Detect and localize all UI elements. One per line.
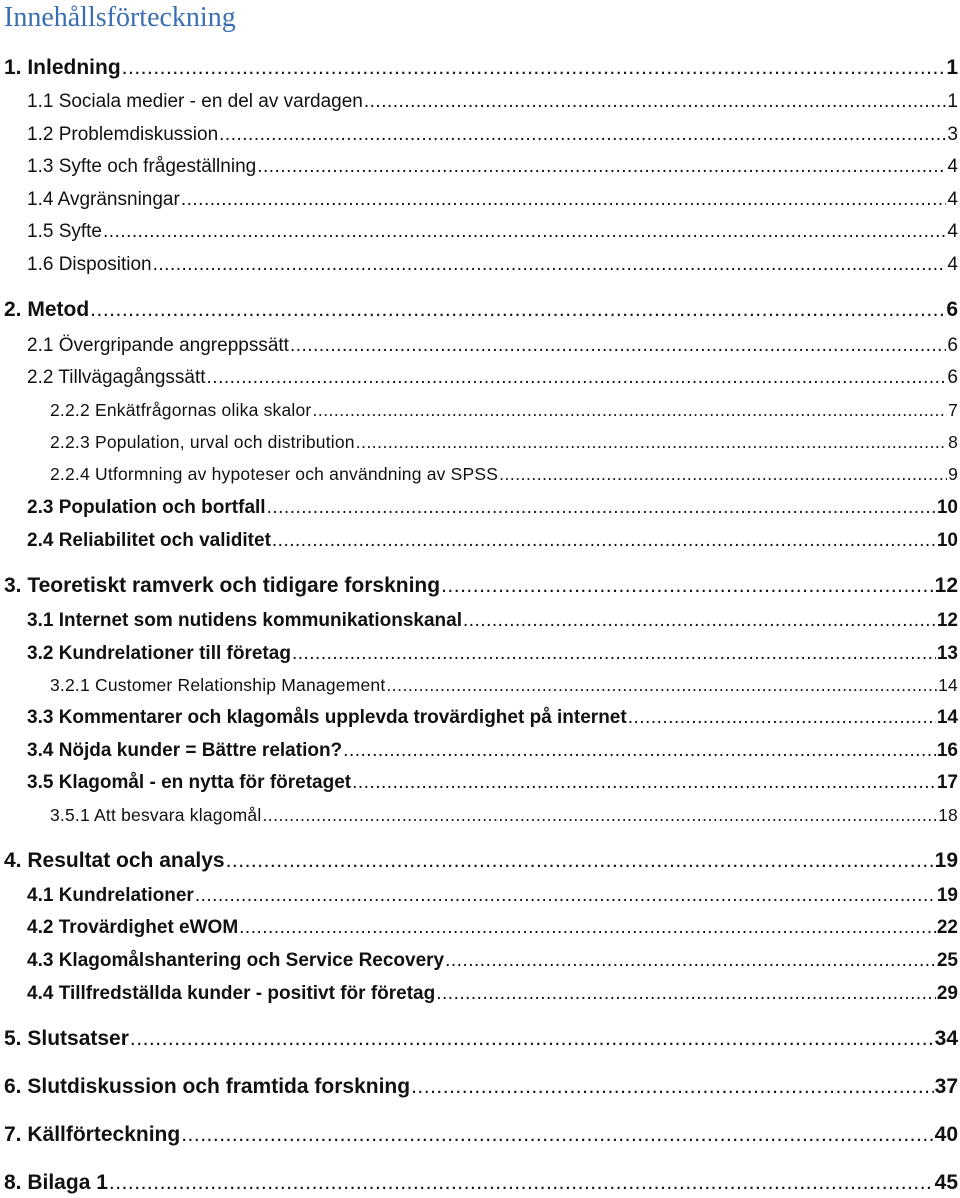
toc-entry-title: 3.2.1 Customer Relationship Management bbox=[50, 675, 386, 695]
toc-entry-title: 5. Slutsatser bbox=[4, 1027, 129, 1050]
toc-entry-title: 2.2 Tillvägagångssätt bbox=[27, 367, 206, 388]
toc-entry-page: 1 bbox=[947, 91, 958, 112]
toc-entry-page: 9 bbox=[948, 464, 958, 484]
toc-entry-page: 4 bbox=[947, 156, 958, 177]
toc-entry-page: 34 bbox=[934, 1027, 958, 1050]
toc-dot-leader bbox=[356, 432, 947, 453]
toc-entry-page: 12 bbox=[934, 574, 958, 597]
toc-entry-3-5[interactable] bbox=[27, 772, 958, 794]
toc-entry-1-5[interactable] bbox=[27, 221, 958, 243]
toc-entry-4[interactable] bbox=[4, 849, 958, 873]
toc-entry-1-6[interactable] bbox=[27, 254, 958, 276]
toc-entry-3-3[interactable] bbox=[27, 707, 958, 729]
toc-entry-title: 4.3 Klagomålshantering och Service Recovery bbox=[27, 950, 445, 971]
toc-entry-page: 4 bbox=[947, 189, 958, 210]
toc-entry-title: 2.3 Population och bortfall bbox=[27, 497, 266, 518]
toc-dot-leader bbox=[343, 740, 936, 762]
toc-entry-title: 3.5 Klagomål - en nytta för företaget bbox=[27, 772, 352, 793]
toc-dot-leader bbox=[267, 497, 936, 519]
toc-entry-2[interactable] bbox=[4, 298, 958, 322]
toc-entry-2-2-2[interactable] bbox=[50, 400, 958, 421]
toc-dot-leader bbox=[292, 643, 936, 665]
toc-dot-leader bbox=[109, 1171, 934, 1195]
toc-entry-4-4[interactable] bbox=[27, 983, 958, 1005]
toc-entry-title: 2.2.4 Utformning av hypoteser och användning av SPSS bbox=[50, 464, 499, 484]
toc-entry-page: 18 bbox=[938, 805, 958, 825]
toc-dot-leader bbox=[103, 221, 946, 243]
toc-entry-1-1[interactable] bbox=[27, 91, 958, 113]
toc-entry-title: 3.1 Internet som nutidens kommunikationskanal bbox=[27, 610, 462, 631]
toc-entry-title: 1.2 Problemdiskussion bbox=[27, 124, 219, 145]
toc-entry-title: 3.4 Nöjda kunder = Bättre relation? bbox=[27, 740, 343, 761]
toc-entry-4-1[interactable] bbox=[27, 885, 958, 907]
toc-entry-2-2-4[interactable] bbox=[50, 464, 958, 485]
toc-entry-2-2[interactable] bbox=[27, 367, 958, 389]
toc-entry-3-2-1[interactable] bbox=[50, 675, 958, 696]
toc-dot-leader bbox=[499, 464, 947, 485]
toc-entry-title: 3.3 Kommentarer och klagomåls upplevda trovärdighet på internet bbox=[27, 707, 627, 728]
toc-entry-6[interactable] bbox=[4, 1075, 958, 1099]
toc-dot-leader bbox=[386, 675, 937, 696]
toc-dot-leader bbox=[364, 91, 947, 113]
toc-dot-leader bbox=[90, 298, 945, 322]
toc-entry-page: 14 bbox=[936, 707, 958, 728]
toc-entry-page: 14 bbox=[938, 675, 958, 695]
toc-entry-title: 4. Resultat och analys bbox=[4, 849, 225, 872]
toc-dot-leader bbox=[436, 983, 936, 1005]
toc-entry-page: 4 bbox=[947, 254, 958, 275]
toc-dot-leader bbox=[441, 574, 934, 598]
toc-entry-3-4[interactable] bbox=[27, 740, 958, 762]
toc-entry-page: 19 bbox=[936, 885, 958, 906]
toc-entry-title: 1.3 Syfte och frågeställning bbox=[27, 156, 257, 177]
toc-entry-title: 3. Teoretiskt ramverk och tidigare forskning bbox=[4, 574, 441, 597]
toc-entry-4-3[interactable] bbox=[27, 950, 958, 972]
toc-entry-5[interactable] bbox=[4, 1027, 958, 1051]
toc-entry-title: 8. Bilaga 1 bbox=[4, 1171, 108, 1194]
toc-entry-title: 3.2 Kundrelationer till företag bbox=[27, 643, 291, 664]
toc-entry-page: 6 bbox=[947, 335, 958, 356]
toc-entry-page: 19 bbox=[934, 849, 958, 872]
toc-entry-2-1[interactable] bbox=[27, 335, 958, 357]
toc-dot-leader bbox=[262, 805, 937, 826]
toc-entry-2-2-3[interactable] bbox=[50, 432, 958, 453]
toc-entry-page: 17 bbox=[936, 772, 958, 793]
toc-dot-leader bbox=[257, 156, 946, 178]
toc-entry-title: 6. Slutdiskussion och framtida forskning bbox=[4, 1075, 411, 1098]
toc-entry-title: 1.4 Avgränsningar bbox=[27, 189, 180, 210]
toc-entry-title: 1.1 Sociala medier - en del av vardagen bbox=[27, 91, 363, 112]
toc-entry-page: 6 bbox=[947, 367, 958, 388]
toc-entry-page: 8 bbox=[948, 432, 958, 452]
toc-dot-leader bbox=[122, 56, 946, 80]
toc-dot-leader bbox=[312, 400, 947, 421]
toc-entry-1-2[interactable] bbox=[27, 124, 958, 146]
toc-entry-8[interactable] bbox=[4, 1171, 958, 1195]
toc-entry-title: 1. Inledning bbox=[4, 56, 121, 79]
toc-dot-leader bbox=[219, 124, 946, 146]
toc-entry-page: 13 bbox=[936, 643, 958, 664]
toc-entry-7[interactable] bbox=[4, 1123, 958, 1147]
toc-entry-title: 2.1 Övergripande angreppssätt bbox=[27, 335, 289, 356]
toc-dot-leader bbox=[463, 610, 936, 632]
toc-entry-title: 1.6 Disposition bbox=[27, 254, 152, 275]
toc-dot-leader bbox=[411, 1075, 934, 1099]
toc-dot-leader bbox=[290, 335, 946, 357]
toc-entry-3-2[interactable] bbox=[27, 643, 958, 665]
toc-dot-leader bbox=[195, 885, 936, 907]
toc-entry-page: 12 bbox=[936, 610, 958, 631]
toc-entry-title: 7. Källförteckning bbox=[4, 1123, 181, 1146]
toc-entry-title: 4.2 Trovärdighet eWOM bbox=[27, 917, 239, 938]
toc-entry-2-3[interactable] bbox=[27, 497, 958, 519]
toc-entry-title: 2.2.3 Population, urval och distribution bbox=[50, 432, 355, 452]
toc-entry-1-4[interactable] bbox=[27, 189, 958, 211]
toc-entry-page: 10 bbox=[936, 530, 958, 551]
toc-entry-title: 2.2.2 Enkätfrågornas olika skalor bbox=[50, 400, 312, 420]
toc-entry-page: 7 bbox=[948, 400, 958, 420]
toc-entry-page: 25 bbox=[936, 950, 958, 971]
toc-entry-page: 6 bbox=[946, 298, 958, 321]
toc-dot-leader bbox=[181, 189, 947, 211]
toc-entry-page: 29 bbox=[936, 983, 958, 1004]
toc-entry-page: 1 bbox=[946, 56, 958, 79]
toc-dot-leader bbox=[130, 1027, 934, 1051]
toc-dot-leader bbox=[153, 254, 947, 276]
toc-entry-page: 37 bbox=[934, 1075, 958, 1098]
toc-dot-leader bbox=[445, 950, 936, 972]
toc-entry-page: 40 bbox=[934, 1123, 958, 1146]
toc-entry-3-5-1[interactable] bbox=[50, 805, 958, 826]
toc-entry-title: 2. Metod bbox=[4, 298, 90, 321]
toc-entry-page: 22 bbox=[936, 917, 958, 938]
toc-dot-leader bbox=[628, 707, 936, 729]
toc-entry-title: 4.4 Tillfredställda kunder - positivt för företag bbox=[27, 983, 436, 1004]
toc-dot-leader bbox=[239, 917, 936, 939]
toc-dot-leader bbox=[226, 849, 934, 873]
toc-entry-3[interactable] bbox=[4, 574, 958, 598]
toc-entry-3-1[interactable] bbox=[27, 610, 958, 632]
toc-entry-page: 10 bbox=[936, 497, 958, 518]
toc-entry-title: 2.4 Reliabilitet och validitet bbox=[27, 530, 271, 551]
toc-dot-leader bbox=[352, 772, 936, 794]
toc-entry-title: 1.5 Syfte bbox=[27, 221, 102, 242]
toc-entry-4-2[interactable] bbox=[27, 917, 958, 939]
toc-entry-page: 3 bbox=[947, 124, 958, 145]
toc-dot-leader bbox=[272, 530, 936, 552]
toc-entry-1[interactable] bbox=[4, 56, 958, 80]
toc-entry-page: 45 bbox=[934, 1171, 958, 1194]
toc-dot-leader bbox=[181, 1123, 933, 1147]
toc-entry-title: 3.5.1 Att besvara klagomål bbox=[50, 805, 262, 825]
toc-entry-2-4[interactable] bbox=[27, 530, 958, 552]
toc-entry-page: 4 bbox=[947, 221, 958, 242]
toc-heading: Innehållsförteckning bbox=[4, 2, 236, 33]
toc-entry-1-3[interactable] bbox=[27, 156, 958, 178]
toc-entry-page: 16 bbox=[936, 740, 958, 761]
toc-dot-leader bbox=[207, 367, 947, 389]
toc-entry-title: 4.1 Kundrelationer bbox=[27, 885, 194, 906]
